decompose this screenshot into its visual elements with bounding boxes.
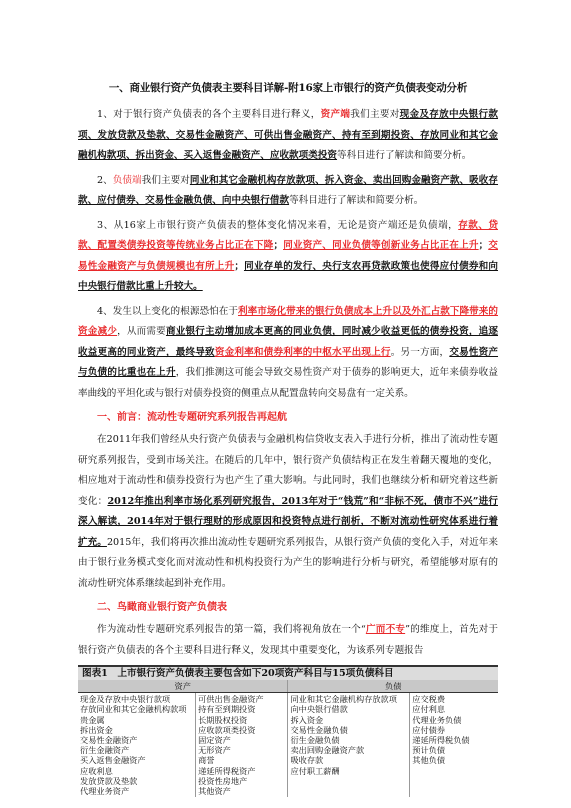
table-cell: 同业和其它金融机构存放款项 <box>290 694 397 705</box>
table-cell: 无形资产 <box>198 745 231 756</box>
table-cell: 拆入资金 <box>290 714 324 725</box>
assets-header: 资产 <box>78 680 288 693</box>
section-heading: 一、商业银行资产负债表主要科目详解-附16家上市银行的资产负债表变动分析 <box>108 82 468 94</box>
text: ，从而需要 <box>117 326 166 337</box>
table-cell: 应付职工薪酬 <box>290 765 340 776</box>
table-cell: 发放贷款及垫款 <box>80 775 138 786</box>
table-cell: 递延所得税资产 <box>198 765 256 776</box>
table-cell: 其他资产 <box>198 786 231 797</box>
liabilities-col-2 <box>410 693 498 798</box>
text: 2、 <box>97 174 113 186</box>
mechanism: 商业银行主动增加成本更高的同业负债，同时减少收益更低的债券投资，追逐收益更高的同业资产，最终导致 <box>78 326 499 358</box>
figure-title: 图表1 上市银行资产负债表主要包含如下20项资产科目与15项负债科目 <box>78 665 498 680</box>
text: 4、发生以上变化的根源恐怕在于 <box>97 305 238 317</box>
table-cell: 存放同业和其它金融机构款项 <box>80 704 187 715</box>
table-cell: 投资性房地产 <box>198 775 248 786</box>
text: 。另一方面， <box>390 346 450 358</box>
table-cell: 其他负债 <box>412 755 446 766</box>
sep: ； <box>478 240 489 251</box>
root-cause: 利率市场化带来的银行负债成本上升以及外汇占款下降带来的资金减少 <box>78 305 498 337</box>
table-cell: 买入返售金融资产 <box>80 755 146 766</box>
paragraph-6 <box>78 620 498 661</box>
table-cell: 应交税费 <box>412 694 446 705</box>
liabilities-col-1 <box>288 693 410 798</box>
text: 2015年，我们将再次推出流动性专题研究系列报告，从银行资产负债的变化入手，对近年来由于银行业务模式变化而对流动性和机构投资行为产生的影响进行分析与研究，希望能够对原有的流动性研究体系继续起到补充作用。 <box>78 536 499 589</box>
table-cell: 应付债券 <box>412 724 446 735</box>
table-cell: 预计负债 <box>412 745 446 756</box>
table-cell: 商誉 <box>198 755 215 766</box>
balance-sheet-table <box>78 680 498 797</box>
text: 在2011年我们曾经从央行资产负债表与金融机构信贷收支表入手进行分析，推出了流动性专题研究系列报告，受到市场关注。在随后的几年中，银行资产负债结构正在发生着翻天覆地的变化，相应地对于流动性和债券投资行为也产生了重大影响。与此同时，我们也继续分析和研究着这些新变化： <box>78 434 498 507</box>
text: ，我们推测这可能会导致交易性资产对于债券的影响更大，近年来债券收益率曲线的平坦化或与银行对债券投资的侧重点从配置盘转向交易盘有一定关系。 <box>78 367 499 399</box>
table-cell: 可供出售金融资产 <box>198 694 264 705</box>
table-cell: 交易性金融负债 <box>290 724 348 735</box>
highlight-liability: 负债端 <box>112 174 142 186</box>
finding-1: 存款、贷款、配置类债券投资等传统业务占比正在下降 <box>78 219 499 251</box>
sep: ； <box>234 260 244 272</box>
table-cell: 代理业务负债 <box>412 714 462 725</box>
text: 等科目进行了解读和简要分析。 <box>337 150 472 161</box>
text: 等科目进行了解读和简要分析。 <box>289 195 424 206</box>
result: 资金利率和债券利率的中枢水平出现上行 <box>214 346 391 358</box>
table-cell: 递延所得税负债 <box>412 735 470 746</box>
table-cell: 交易性金融资产 <box>80 735 138 746</box>
table-cell: 衍生金融负债 <box>290 735 340 746</box>
text: ”的维度上，首先对于银行资产负债表的各个主要科目进行释义，发现其中重要变化，为该系列专题报告 <box>78 624 499 656</box>
table-cell: 贵金属 <box>80 714 105 725</box>
document-page <box>78 74 498 797</box>
research-history: 2012年推出利率市场化系列研究报告，2013年对于“钱荒”和“非标不死，债市不兴”进行深入解读，2014年对于银行理财的形成原因和投资特点进行剖析，不断对流动性研究体系进行着扩充。 <box>78 495 498 548</box>
text: 3、从16家上市银行资产负债表的整体变化情况来看，无论是资产端还是负债端， <box>97 219 459 231</box>
paragraph-2 <box>78 171 498 212</box>
table-cell: 代理业务资产 <box>80 786 130 797</box>
finding-2: 同业资产、同业负债等创新业务占比正在上升 <box>283 240 479 251</box>
sep: ； <box>273 240 284 251</box>
text: 作为流动性专题研究系列报告的第一篇，我们将视角放在一个“ <box>97 624 366 635</box>
liabilities-header: 负债 <box>288 680 498 693</box>
table-cell: 应付利息 <box>412 704 446 715</box>
section-title-1: 一、前言：流动性专题研究系列报告再起航 <box>97 412 287 423</box>
text: 我们主要对 <box>141 174 190 186</box>
section-title-2: 二、鸟瞰商业银行资产负债表 <box>97 602 227 613</box>
paragraph-1 <box>78 105 498 167</box>
table-cell: 卖出回购金融资产款 <box>290 745 365 756</box>
table-cell: 吸收存款 <box>290 755 324 766</box>
assets-col-1 <box>78 693 196 798</box>
table-cell: 现金及存放中央银行款项 <box>80 694 171 705</box>
table-cell: 衍生金融资产 <box>80 745 130 756</box>
text: 1、对于银行资产负债表的各个主要科目进行释义， <box>97 109 321 120</box>
paragraph-3 <box>78 216 498 298</box>
table-cell: 应收款项类投资 <box>198 724 256 735</box>
assets-col-2 <box>196 693 288 798</box>
asset-items: 现金及存放中央银行款项、发放贷款及垫款、交易性金融资产、可供出售金融资产、持有至到期投资、存放同业和其它金融机构款项、拆出资金、买入返售金融资产、应收款项类投资 <box>78 109 499 161</box>
table-cell: 持有至到期投资 <box>198 704 256 715</box>
table-cell: 向中央银行借款 <box>290 704 348 715</box>
text: 我们主要对 <box>350 109 400 120</box>
highlight-asset: 资产端 <box>320 109 351 120</box>
table-cell: 拆出资金 <box>80 724 113 735</box>
liability-items: 同业和其它金融机构存放款项、拆入资金、卖出回购金融资产款、吸收存款、应付债券、交易性金融负债、向中央银行借款 <box>78 174 499 206</box>
finding-3: 交易性金融资产与负债规模也有所上升 <box>78 240 499 272</box>
table-cell: 应收利息 <box>80 765 113 776</box>
paragraph-4 <box>78 302 498 405</box>
keyword: 广而不专 <box>365 624 406 635</box>
paragraph-5 <box>78 430 498 594</box>
finding-4: 同业存单的发行、央行支农再贷款政策也使得应付债券和向中央银行借款比重上升较大。 <box>78 260 499 292</box>
table-cell: 长期股权投资 <box>198 714 248 725</box>
table-cell: 固定资产 <box>198 735 231 746</box>
trading-share: 交易性资产与负债的比重也在上升 <box>78 346 499 378</box>
